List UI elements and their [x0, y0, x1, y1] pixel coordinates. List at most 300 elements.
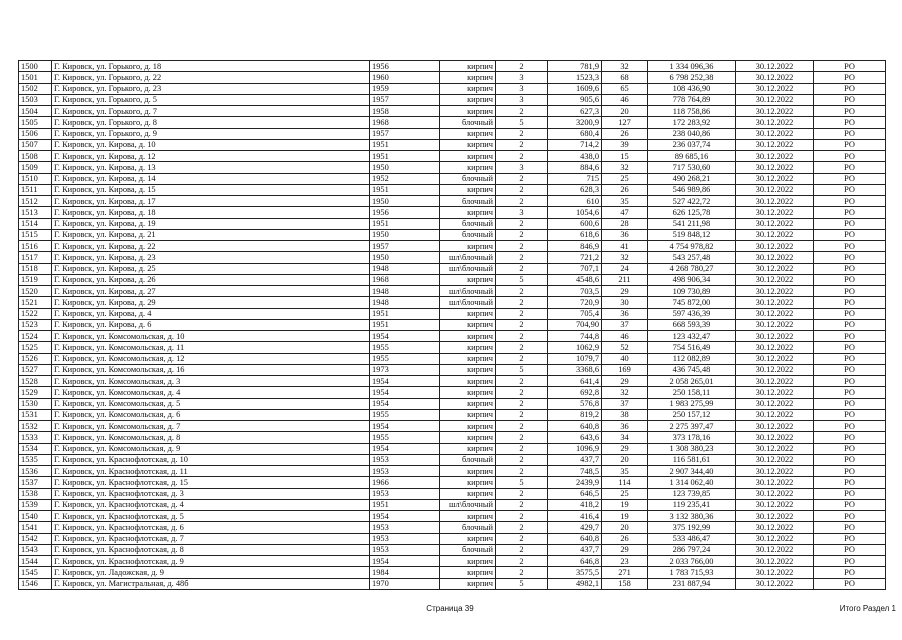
- residents-cell: 32: [602, 252, 648, 263]
- amount-cell: 286 797,24: [648, 544, 736, 555]
- method-cell: РО: [814, 297, 886, 308]
- address-cell: Г. Кировск, ул. Кирова, д. 29: [52, 297, 370, 308]
- floors-cell: 2: [496, 252, 548, 263]
- address-cell: Г. Кировск, ул. Кирова, д. 6: [52, 319, 370, 330]
- row-number-cell: 1525: [19, 342, 52, 353]
- floors-cell: 2: [496, 387, 548, 398]
- method-cell: РО: [814, 522, 886, 533]
- area-cell: 641,4: [548, 376, 602, 387]
- amount-cell: 109 730,89: [648, 286, 736, 297]
- address-cell: Г. Кировск, ул. Краснофлотская, д. 8: [52, 544, 370, 555]
- method-cell: РО: [814, 499, 886, 510]
- year-built-cell: 1973: [370, 364, 440, 375]
- wall-material-cell: шл\блочный: [440, 252, 496, 263]
- residents-cell: 40: [602, 353, 648, 364]
- amount-cell: 668 593,39: [648, 319, 736, 330]
- row-number-cell: 1500: [19, 61, 52, 72]
- table-row: [19, 117, 886, 128]
- residents-cell: 38: [602, 409, 648, 420]
- address-cell: Г. Кировск, ул. Кирова, д. 17: [52, 196, 370, 207]
- area-cell: 416,4: [548, 511, 602, 522]
- floors-cell: 2: [496, 218, 548, 229]
- method-cell: РО: [814, 488, 886, 499]
- wall-material-cell: кирпич: [440, 567, 496, 578]
- residents-cell: 23: [602, 556, 648, 567]
- row-number-cell: 1517: [19, 252, 52, 263]
- year-built-cell: 1960: [370, 72, 440, 83]
- year-built-cell: 1968: [370, 274, 440, 285]
- amount-cell: 1 308 380,23: [648, 443, 736, 454]
- area-cell: 704,90: [548, 319, 602, 330]
- wall-material-cell: блочный: [440, 229, 496, 240]
- table-row: [19, 196, 886, 207]
- residents-cell: 271: [602, 567, 648, 578]
- address-cell: Г. Кировск, ул. Краснофлотская, д. 9: [52, 556, 370, 567]
- residents-cell: 46: [602, 94, 648, 105]
- year-built-cell: 1955: [370, 409, 440, 420]
- method-cell: РО: [814, 511, 886, 522]
- wall-material-cell: кирпич: [440, 241, 496, 252]
- date-cell: 30.12.2022: [736, 274, 814, 285]
- date-cell: 30.12.2022: [736, 196, 814, 207]
- year-built-cell: 1951: [370, 499, 440, 510]
- year-built-cell: 1954: [370, 398, 440, 409]
- row-number-cell: 1529: [19, 387, 52, 398]
- area-cell: 1096,9: [548, 443, 602, 454]
- date-cell: 30.12.2022: [736, 184, 814, 195]
- amount-cell: 533 486,47: [648, 533, 736, 544]
- table-row: [19, 151, 886, 162]
- method-cell: РО: [814, 162, 886, 173]
- row-number-cell: 1527: [19, 364, 52, 375]
- table-row: [19, 252, 886, 263]
- wall-material-cell: кирпич: [440, 398, 496, 409]
- row-number-cell: 1532: [19, 421, 52, 432]
- row-number-cell: 1523: [19, 319, 52, 330]
- row-number-cell: 1513: [19, 207, 52, 218]
- amount-cell: 778 764,89: [648, 94, 736, 105]
- table-row: [19, 263, 886, 274]
- row-number-cell: 1504: [19, 106, 52, 117]
- year-built-cell: 1950: [370, 162, 440, 173]
- area-cell: 819,2: [548, 409, 602, 420]
- address-cell: Г. Кировск, ул. Горького, д. 23: [52, 83, 370, 94]
- table-row: [19, 162, 886, 173]
- date-cell: 30.12.2022: [736, 522, 814, 533]
- date-cell: 30.12.2022: [736, 443, 814, 454]
- amount-cell: 4 268 780,27: [648, 263, 736, 274]
- row-number-cell: 1502: [19, 83, 52, 94]
- wall-material-cell: кирпич: [440, 443, 496, 454]
- wall-material-cell: кирпич: [440, 331, 496, 342]
- address-cell: Г. Кировск, ул. Комсомольская, д. 11: [52, 342, 370, 353]
- table-row: [19, 218, 886, 229]
- area-cell: 640,8: [548, 533, 602, 544]
- table-row: [19, 466, 886, 477]
- date-cell: 30.12.2022: [736, 207, 814, 218]
- row-number-cell: 1515: [19, 229, 52, 240]
- amount-cell: 745 872,00: [648, 297, 736, 308]
- date-cell: 30.12.2022: [736, 353, 814, 364]
- wall-material-cell: кирпич: [440, 511, 496, 522]
- year-built-cell: 1970: [370, 578, 440, 589]
- floors-cell: 3: [496, 83, 548, 94]
- area-cell: 4548,6: [548, 274, 602, 285]
- year-built-cell: 1953: [370, 522, 440, 533]
- wall-material-cell: кирпич: [440, 421, 496, 432]
- date-cell: 30.12.2022: [736, 511, 814, 522]
- address-cell: Г. Кировск, ул. Комсомольская, д. 16: [52, 364, 370, 375]
- date-cell: 30.12.2022: [736, 72, 814, 83]
- residents-cell: 25: [602, 173, 648, 184]
- method-cell: РО: [814, 364, 886, 375]
- wall-material-cell: кирпич: [440, 274, 496, 285]
- year-built-cell: 1948: [370, 286, 440, 297]
- table-row: [19, 533, 886, 544]
- year-built-cell: 1951: [370, 319, 440, 330]
- method-cell: РО: [814, 61, 886, 72]
- date-cell: 30.12.2022: [736, 218, 814, 229]
- method-cell: РО: [814, 229, 886, 240]
- floors-cell: 5: [496, 274, 548, 285]
- floors-cell: 2: [496, 544, 548, 555]
- area-cell: 437,7: [548, 454, 602, 465]
- residents-cell: 24: [602, 263, 648, 274]
- residents-cell: 26: [602, 533, 648, 544]
- amount-cell: 1 983 275,99: [648, 398, 736, 409]
- amount-cell: 123 739,85: [648, 488, 736, 499]
- floors-cell: 2: [496, 488, 548, 499]
- area-cell: 1079,7: [548, 353, 602, 364]
- amount-cell: 231 887,94: [648, 578, 736, 589]
- year-built-cell: 1957: [370, 94, 440, 105]
- residents-cell: 46: [602, 331, 648, 342]
- amount-cell: 2 907 344,40: [648, 466, 736, 477]
- table-row: [19, 398, 886, 409]
- year-built-cell: 1950: [370, 252, 440, 263]
- address-cell: Г. Кировск, ул. Краснофлотская, д. 6: [52, 522, 370, 533]
- floors-cell: 2: [496, 353, 548, 364]
- amount-cell: 250 158,11: [648, 387, 736, 398]
- table-row: [19, 499, 886, 510]
- year-built-cell: 1955: [370, 353, 440, 364]
- method-cell: РО: [814, 443, 886, 454]
- area-cell: 646,8: [548, 556, 602, 567]
- method-cell: РО: [814, 184, 886, 195]
- address-cell: Г. Кировск, ул. Горького, д. 8: [52, 117, 370, 128]
- row-number-cell: 1505: [19, 117, 52, 128]
- address-cell: Г. Кировск, ул. Краснофлотская, д. 15: [52, 477, 370, 488]
- method-cell: РО: [814, 83, 886, 94]
- date-cell: 30.12.2022: [736, 252, 814, 263]
- floors-cell: 2: [496, 61, 548, 72]
- wall-material-cell: кирпич: [440, 61, 496, 72]
- row-number-cell: 1512: [19, 196, 52, 207]
- area-cell: 643,6: [548, 432, 602, 443]
- row-number-cell: 1521: [19, 297, 52, 308]
- area-cell: 781,9: [548, 61, 602, 72]
- wall-material-cell: кирпич: [440, 364, 496, 375]
- address-cell: Г. Кировск, ул. Краснофлотская, д. 4: [52, 499, 370, 510]
- method-cell: РО: [814, 544, 886, 555]
- year-built-cell: 1953: [370, 488, 440, 499]
- table-row: [19, 94, 886, 105]
- year-built-cell: 1953: [370, 533, 440, 544]
- residents-cell: 158: [602, 578, 648, 589]
- method-cell: РО: [814, 556, 886, 567]
- address-cell: Г. Кировск, ул. Ладожская, д. 9: [52, 567, 370, 578]
- row-number-cell: 1506: [19, 128, 52, 139]
- date-cell: 30.12.2022: [736, 398, 814, 409]
- floors-cell: 2: [496, 556, 548, 567]
- address-cell: Г. Кировск, ул. Комсомольская, д. 6: [52, 409, 370, 420]
- residents-cell: 47: [602, 207, 648, 218]
- wall-material-cell: шл\блочный: [440, 263, 496, 274]
- area-cell: 1062,9: [548, 342, 602, 353]
- date-cell: 30.12.2022: [736, 466, 814, 477]
- area-cell: 4982,1: [548, 578, 602, 589]
- table-row: [19, 387, 886, 398]
- row-number-cell: 1508: [19, 151, 52, 162]
- amount-cell: 119 235,41: [648, 499, 736, 510]
- row-number-cell: 1507: [19, 139, 52, 150]
- method-cell: РО: [814, 466, 886, 477]
- date-cell: 30.12.2022: [736, 567, 814, 578]
- address-cell: Г. Кировск, ул. Кирова, д. 14: [52, 173, 370, 184]
- date-cell: 30.12.2022: [736, 421, 814, 432]
- row-number-cell: 1526: [19, 353, 52, 364]
- year-built-cell: 1953: [370, 544, 440, 555]
- date-cell: 30.12.2022: [736, 61, 814, 72]
- method-cell: РО: [814, 331, 886, 342]
- date-cell: 30.12.2022: [736, 94, 814, 105]
- address-cell: Г. Кировск, ул. Комсомольская, д. 12: [52, 353, 370, 364]
- date-cell: 30.12.2022: [736, 454, 814, 465]
- floors-cell: 2: [496, 466, 548, 477]
- area-cell: 715: [548, 173, 602, 184]
- address-cell: Г. Кировск, ул. Краснофлотская, д. 11: [52, 466, 370, 477]
- residents-cell: 19: [602, 499, 648, 510]
- row-number-cell: 1544: [19, 556, 52, 567]
- method-cell: РО: [814, 567, 886, 578]
- wall-material-cell: кирпич: [440, 162, 496, 173]
- floors-cell: 3: [496, 72, 548, 83]
- year-built-cell: 1955: [370, 432, 440, 443]
- year-built-cell: 1954: [370, 443, 440, 454]
- area-cell: 905,6: [548, 94, 602, 105]
- row-number-cell: 1516: [19, 241, 52, 252]
- date-cell: 30.12.2022: [736, 139, 814, 150]
- address-cell: Г. Кировск, ул. Горького, д. 7: [52, 106, 370, 117]
- wall-material-cell: блочный: [440, 544, 496, 555]
- table-row: [19, 72, 886, 83]
- amount-cell: 238 040,86: [648, 128, 736, 139]
- date-cell: 30.12.2022: [736, 229, 814, 240]
- address-cell: Г. Кировск, ул. Кирова, д. 18: [52, 207, 370, 218]
- area-cell: 600,6: [548, 218, 602, 229]
- method-cell: РО: [814, 477, 886, 488]
- wall-material-cell: кирпич: [440, 409, 496, 420]
- row-number-cell: 1528: [19, 376, 52, 387]
- area-cell: 1054,6: [548, 207, 602, 218]
- amount-cell: 172 283,92: [648, 117, 736, 128]
- row-number-cell: 1543: [19, 544, 52, 555]
- amount-cell: 118 758,86: [648, 106, 736, 117]
- amount-cell: 2 275 397,47: [648, 421, 736, 432]
- floors-cell: 2: [496, 139, 548, 150]
- address-cell: Г. Кировск, ул. Комсомольская, д. 5: [52, 398, 370, 409]
- table-row: [19, 229, 886, 240]
- row-number-cell: 1534: [19, 443, 52, 454]
- method-cell: РО: [814, 342, 886, 353]
- date-cell: 30.12.2022: [736, 319, 814, 330]
- row-number-cell: 1530: [19, 398, 52, 409]
- floors-cell: 2: [496, 151, 548, 162]
- amount-cell: 541 211,98: [648, 218, 736, 229]
- address-cell: Г. Кировск, ул. Кирова, д. 26: [52, 274, 370, 285]
- date-cell: 30.12.2022: [736, 488, 814, 499]
- wall-material-cell: кирпич: [440, 353, 496, 364]
- table-row: [19, 331, 886, 342]
- wall-material-cell: кирпич: [440, 432, 496, 443]
- amount-cell: 373 178,16: [648, 432, 736, 443]
- area-cell: 720,9: [548, 297, 602, 308]
- address-cell: Г. Кировск, ул. Кирова, д. 19: [52, 218, 370, 229]
- area-cell: 429,7: [548, 522, 602, 533]
- date-cell: 30.12.2022: [736, 308, 814, 319]
- amount-cell: 112 082,89: [648, 353, 736, 364]
- floors-cell: 2: [496, 567, 548, 578]
- residents-cell: 32: [602, 61, 648, 72]
- method-cell: РО: [814, 409, 886, 420]
- table-row: [19, 274, 886, 285]
- address-cell: Г. Кировск, ул. Горького, д. 22: [52, 72, 370, 83]
- table-row: [19, 184, 886, 195]
- residents-cell: 28: [602, 218, 648, 229]
- table-row: [19, 432, 886, 443]
- address-cell: Г. Кировск, ул. Комсомольская, д. 10: [52, 331, 370, 342]
- wall-material-cell: блочный: [440, 522, 496, 533]
- year-built-cell: 1958: [370, 106, 440, 117]
- table-row: [19, 421, 886, 432]
- method-cell: РО: [814, 376, 886, 387]
- method-cell: РО: [814, 196, 886, 207]
- residents-cell: 68: [602, 72, 648, 83]
- residents-cell: 29: [602, 544, 648, 555]
- area-cell: 437,7: [548, 544, 602, 555]
- method-cell: РО: [814, 578, 886, 589]
- area-cell: 646,5: [548, 488, 602, 499]
- table-row: [19, 556, 886, 567]
- table-row: [19, 522, 886, 533]
- row-number-cell: 1536: [19, 466, 52, 477]
- year-built-cell: 1954: [370, 421, 440, 432]
- amount-cell: 519 848,12: [648, 229, 736, 240]
- address-cell: Г. Кировск, ул. Комсомольская, д. 8: [52, 432, 370, 443]
- floors-cell: 2: [496, 263, 548, 274]
- wall-material-cell: кирпич: [440, 72, 496, 83]
- floors-cell: 2: [496, 229, 548, 240]
- amount-cell: 498 906,34: [648, 274, 736, 285]
- address-cell: Г. Кировск, ул. Краснофлотская, д. 5: [52, 511, 370, 522]
- area-cell: 884,6: [548, 162, 602, 173]
- section-total-label: Итого Раздел 1: [839, 604, 896, 613]
- table-row: [19, 477, 886, 488]
- amount-cell: 543 257,48: [648, 252, 736, 263]
- year-built-cell: 1951: [370, 308, 440, 319]
- year-built-cell: 1959: [370, 83, 440, 94]
- floors-cell: 2: [496, 196, 548, 207]
- date-cell: 30.12.2022: [736, 578, 814, 589]
- wall-material-cell: кирпич: [440, 342, 496, 353]
- floors-cell: 3: [496, 207, 548, 218]
- amount-cell: 6 798 252,38: [648, 72, 736, 83]
- amount-cell: 527 422,72: [648, 196, 736, 207]
- wall-material-cell: кирпич: [440, 556, 496, 567]
- row-number-cell: 1503: [19, 94, 52, 105]
- year-built-cell: 1951: [370, 151, 440, 162]
- floors-cell: 2: [496, 511, 548, 522]
- amount-cell: 597 436,39: [648, 308, 736, 319]
- floors-cell: 2: [496, 533, 548, 544]
- wall-material-cell: блочный: [440, 117, 496, 128]
- table-row: [19, 297, 886, 308]
- method-cell: РО: [814, 398, 886, 409]
- method-cell: РО: [814, 263, 886, 274]
- row-number-cell: 1519: [19, 274, 52, 285]
- amount-cell: 2 058 265,01: [648, 376, 736, 387]
- residents-cell: 25: [602, 488, 648, 499]
- year-built-cell: 1951: [370, 139, 440, 150]
- residents-cell: 29: [602, 286, 648, 297]
- address-cell: Г. Кировск, ул. Кирова, д. 27: [52, 286, 370, 297]
- area-cell: 2439,9: [548, 477, 602, 488]
- area-cell: 692,8: [548, 387, 602, 398]
- row-number-cell: 1535: [19, 454, 52, 465]
- address-cell: Г. Кировск, ул. Кирова, д. 21: [52, 229, 370, 240]
- floors-cell: 2: [496, 173, 548, 184]
- method-cell: РО: [814, 139, 886, 150]
- date-cell: 30.12.2022: [736, 106, 814, 117]
- area-cell: 3368,6: [548, 364, 602, 375]
- year-built-cell: 1966: [370, 477, 440, 488]
- date-cell: 30.12.2022: [736, 544, 814, 555]
- date-cell: 30.12.2022: [736, 556, 814, 567]
- floors-cell: 5: [496, 578, 548, 589]
- area-cell: 714,2: [548, 139, 602, 150]
- table-row: [19, 106, 886, 117]
- year-built-cell: 1950: [370, 196, 440, 207]
- table-row: [19, 207, 886, 218]
- date-cell: 30.12.2022: [736, 364, 814, 375]
- wall-material-cell: кирпич: [440, 128, 496, 139]
- amount-cell: 717 530,60: [648, 162, 736, 173]
- floors-cell: 2: [496, 454, 548, 465]
- floors-cell: 2: [496, 376, 548, 387]
- address-cell: Г. Кировск, ул. Комсомольская, д. 3: [52, 376, 370, 387]
- year-built-cell: 1957: [370, 128, 440, 139]
- area-cell: 418,2: [548, 499, 602, 510]
- row-number-cell: 1541: [19, 522, 52, 533]
- method-cell: РО: [814, 432, 886, 443]
- method-cell: РО: [814, 533, 886, 544]
- year-built-cell: 1954: [370, 556, 440, 567]
- method-cell: РО: [814, 387, 886, 398]
- table-row: [19, 308, 886, 319]
- date-cell: 30.12.2022: [736, 286, 814, 297]
- method-cell: РО: [814, 151, 886, 162]
- table-row: [19, 567, 886, 578]
